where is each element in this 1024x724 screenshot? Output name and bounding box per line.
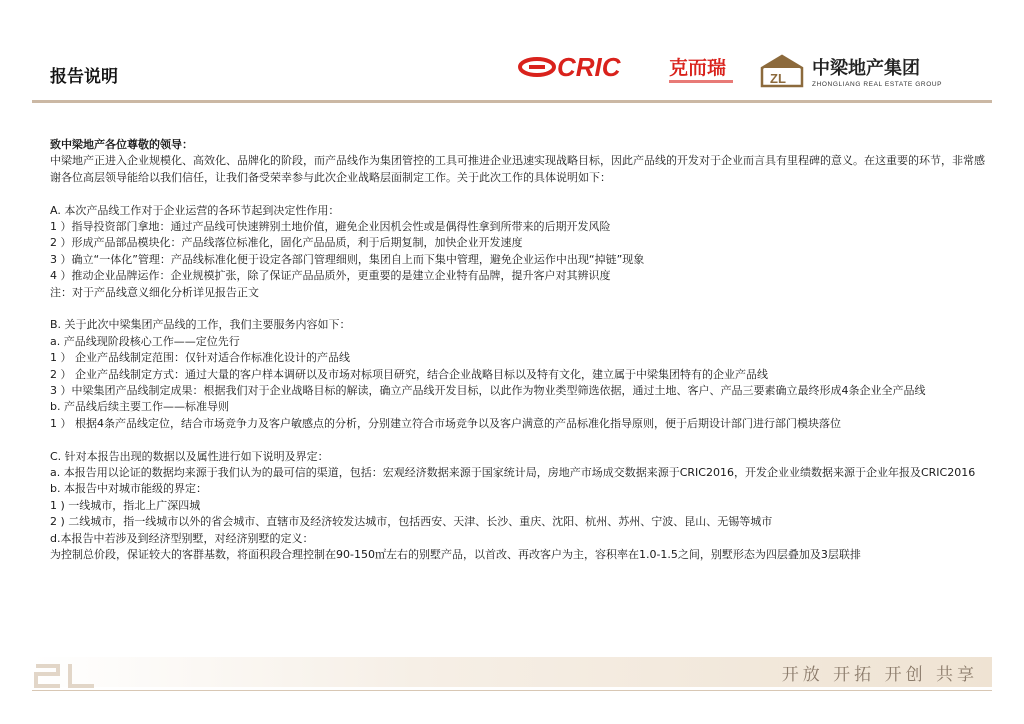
section-c-sub-d: d.本报告中若涉及到经济型别墅，对经济别墅的定义： [50, 531, 314, 545]
section-a-note: 注：对于产品线意义细化分析详见报告正文 [50, 285, 259, 299]
header-divider [32, 100, 992, 103]
zl-logo-en: ZHONGLIANG REAL ESTATE GROUP [812, 81, 943, 88]
cric-logo-cn: 克而瑞 [669, 57, 727, 79]
zl-logo-mark: ZL [770, 71, 786, 86]
section-c-sub-b: b. 本报告中对城市能级的界定： [50, 482, 207, 496]
section-b-sub-a: a. 产品线现阶段核心工作——定位先行 [50, 334, 240, 348]
section-a-item: 4 ）推动企业品牌运作：企业规模扩张，除了保证产品品质外，更重要的是建立企业特有品牌，提升客户对其辨识度 [50, 269, 611, 283]
section-a-item: 2 ）形成产品部品模块化：产品线落位标准化，固化产品品质，利于后期复制，加快企业开发速度 [50, 236, 523, 250]
report-body [50, 137, 995, 564]
footer-slogan: 开放 开拓 开创 共享 [781, 665, 978, 685]
section-b-item: 3 ）中梁集团产品线制定成果：根据我们对于企业战略目标的解读，确立产品线开发目标，以此作为物业类型筛选依据，通过土地、客户、产品三要素确立最终形成4条企业全产品线 [50, 384, 926, 398]
zhongliang-logo [760, 52, 980, 92]
page-title: 报告说明 [50, 67, 118, 87]
section-b-item: 2 ） 企业产品线制定方式：通过大量的客户样本调研以及市场对标项目研究，结合企业战略目标以及特有文化，建立属于中梁集团特有的企业产品线 [50, 367, 768, 381]
cric-logo-text: CRIC [557, 52, 621, 82]
section-c-sub-a: a. 本报告用以论证的数据均来源于我们认为的最可信的渠道，包括：宏观经济数据来源于国家统计局，房地产市场成交数据来源于CRIC2016，开发企业业绩数据来源于企业年报及CRIC2016 [50, 466, 976, 480]
section-b-sub-b: b. 产品线后续主要工作——标准导则 [50, 400, 229, 414]
section-c-item: 1 ) 一线城市，指北上广深四城 [50, 498, 201, 512]
section-c-definition: 为控制总价段，保证较大的客群基数，将面积段合理控制在90-150㎡左右的别墅产品，以首改、再改客户为主，容积率在1.0-1.5之间，别墅形态为四层叠加及3层联排 [50, 548, 861, 562]
zl-logo-cn: 中梁地产集团 [812, 58, 920, 79]
section-a-heading: A. 本次产品线工作对于企业运营的各环节起到决定性作用： [50, 203, 340, 217]
greeting: 致中梁地产各位尊敬的领导： [50, 138, 193, 151]
section-c-item: 2 ) 二线城市，指一线城市以外的省会城市、直辖市及经济较发达城市，包括西安、天津、长沙、重庆、沈阳、杭州、苏州、宁波、昆山、无锡等城市 [50, 515, 773, 529]
section-b-item: 1 ） 根据4条产品线定位，结合市场竞争力及客户敏感点的分析，分别建立符合市场竞争以及客户满意的产品标准化指导原则，便于后期设计部门进行部门模块落位 [50, 416, 841, 430]
intro-paragraph: 中梁地产正进入企业规模化、高效化、品牌化的阶段，而产品线作为集团管控的工具可推进企业迅速实现战略目标，因此产品线的开发对于企业而言具有里程碑的意义。在这重要的环节，非常感谢各位高层领导能给以我们信任，让我们备受荣幸参与此次企业战略层面制定工作。关于此次工作的具体说明如下： [50, 154, 985, 184]
section-a-item: 1 ）指导投资部门拿地：通过产品线可快速辨别土地价值，避免企业因机会性或是偶得性拿到所带来的后期开发风险 [50, 220, 611, 234]
cric-logo [517, 50, 747, 90]
section-c-heading: C. 针对本报告出现的数据以及属性进行如下说明及界定： [50, 449, 329, 463]
section-a-item: 3 ）确立“一体化”管理：产品线标准化便于设定各部门管理细则，集团自上而下集中管理，避免企业运作中出现“掉链”现象 [50, 252, 645, 266]
section-b-heading: B. 关于此次中梁集团产品线的工作，我们主要服务内容如下： [50, 318, 351, 332]
footer-divider [32, 690, 992, 691]
section-b-item: 1 ） 企业产品线制定范围：仅针对适合作标准化设计的产品线 [50, 351, 350, 365]
zl-watermark-icon [34, 660, 124, 690]
